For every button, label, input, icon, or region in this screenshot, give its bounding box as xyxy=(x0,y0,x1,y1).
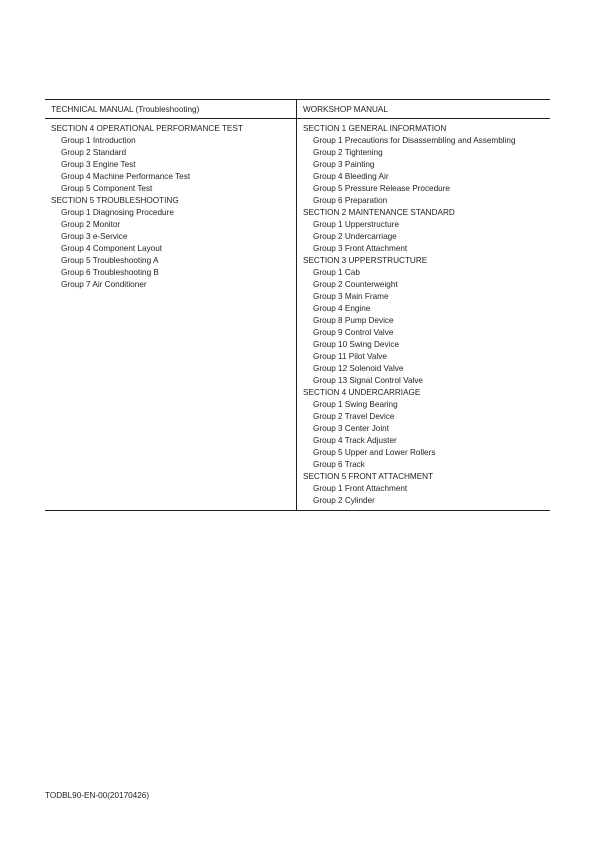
technical-manual-list xyxy=(45,119,296,291)
group-item: Group 10 Swing Device xyxy=(313,340,400,349)
group-item: Group 5 Pressure Release Procedure xyxy=(313,184,450,193)
group-item: Group 1 Diagnosing Procedure xyxy=(61,208,174,217)
document-code: TODBL90-EN-00(20170426) xyxy=(45,791,150,800)
group-item: Group 1 Front Attachment xyxy=(313,484,408,493)
group-item: Group 6 Troubleshooting B xyxy=(61,268,159,277)
group-item: Group 13 Signal Control Valve xyxy=(313,376,423,385)
group-item: Group 5 Upper and Lower Rollers xyxy=(313,448,436,457)
group-item: Group 3 Center Joint xyxy=(313,424,390,433)
workshop-manual-list xyxy=(297,119,550,507)
group-item: Group 2 Standard xyxy=(61,148,127,157)
section-heading: SECTION 1 GENERAL INFORMATION xyxy=(303,124,447,133)
section-heading: SECTION 5 FRONT ATTACHMENT xyxy=(303,472,434,481)
group-item: Group 8 Pump Device xyxy=(313,316,394,325)
workshop-manual-column xyxy=(297,100,550,510)
group-item: Group 1 Cab xyxy=(313,268,360,277)
group-item: Group 4 Track Adjuster xyxy=(313,436,397,445)
section-heading: SECTION 3 UPPERSTRUCTURE xyxy=(303,256,428,265)
group-item: Group 4 Engine xyxy=(313,304,371,313)
section-heading: SECTION 5 TROUBLESHOOTING xyxy=(51,196,179,205)
section-heading: SECTION 4 UNDERCARRIAGE xyxy=(303,388,421,397)
group-item: Group 4 Component Layout xyxy=(61,244,163,253)
technical-manual-column xyxy=(45,100,297,510)
group-item: Group 1 Introduction xyxy=(61,136,136,145)
group-item: Group 2 Monitor xyxy=(61,220,121,229)
group-item: Group 2 Tightening xyxy=(313,148,383,157)
group-item: Group 2 Cylinder xyxy=(313,496,375,505)
group-item: Group 5 Troubleshooting A xyxy=(61,256,159,265)
section-heading: SECTION 2 MAINTENANCE STANDARD xyxy=(303,208,455,217)
group-item: Group 2 Undercarriage xyxy=(313,232,397,241)
group-item: Group 6 Preparation xyxy=(313,196,388,205)
group-item: Group 3 e-Service xyxy=(61,232,128,241)
group-item: Group 11 Pilot Valve xyxy=(313,352,387,361)
group-item: Group 2 Travel Device xyxy=(313,412,395,421)
manual-contents-table xyxy=(45,99,550,511)
section-heading: SECTION 4 OPERATIONAL PERFORMANCE TEST xyxy=(51,124,243,133)
group-item: Group 7 Air Conditioner xyxy=(61,280,147,289)
group-item: Group 6 Track xyxy=(313,460,365,469)
group-item: Group 3 Main Frame xyxy=(313,292,389,301)
workshop-manual-header: WORKSHOP MANUAL xyxy=(297,100,550,119)
group-item: Group 1 Precautions for Disassembling and Assembling xyxy=(313,136,516,145)
group-item: Group 12 Solenoid Valve xyxy=(313,364,404,373)
group-item: Group 3 Engine Test xyxy=(61,160,136,169)
group-item: Group 1 Swing Bearing xyxy=(313,400,398,409)
group-item: Group 2 Counterweight xyxy=(313,280,398,289)
group-item: Group 9 Control Valve xyxy=(313,328,394,337)
technical-manual-header: TECHNICAL MANUAL (Troubleshooting) xyxy=(45,100,296,119)
group-item: Group 3 Front Attachment xyxy=(313,244,408,253)
group-item: Group 1 Upperstructure xyxy=(313,220,400,229)
group-item: Group 5 Component Test xyxy=(61,184,153,193)
group-item: Group 4 Machine Performance Test xyxy=(61,172,191,181)
group-item: Group 3 Painting xyxy=(313,160,375,169)
group-item: Group 4 Bleeding Air xyxy=(313,172,389,181)
